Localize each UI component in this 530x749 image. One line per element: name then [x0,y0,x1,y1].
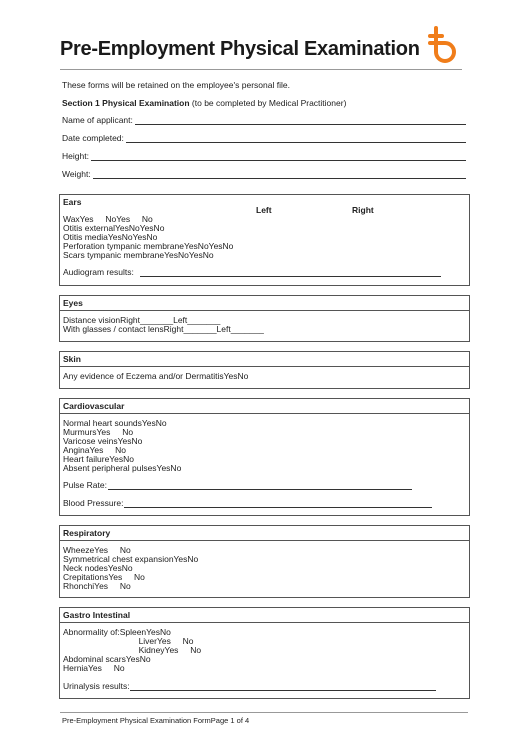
cardio-line-angina: AnginaYes No [63,445,127,455]
eyes-section [59,295,470,342]
ears-section [59,194,470,286]
pulse-rate-underline[interactable] [108,489,412,490]
resp-title: Respiratory [60,526,469,541]
cardio-section [59,398,470,516]
cardio-line-heart-failure: Heart failureYesNo [63,454,135,464]
height-label: Height: [62,151,89,161]
audiogram-label: Audiogram results: [63,267,134,277]
skin-title: Skin [60,352,469,367]
resp-line-neck: Neck nodesYesNo [63,563,133,573]
page-footer: Pre-Employment Physical Examination FormPage 1 of 4 [62,716,250,725]
cardio-title: Cardiovascular [60,399,469,414]
footer-divider [60,712,468,713]
date-field[interactable] [62,133,466,143]
gi-line-hernia: HerniaYes No [63,663,125,673]
blood-pressure-label: Blood Pressure: [63,498,124,508]
height-field[interactable] [62,151,466,161]
date-label: Date completed: [62,133,124,143]
resp-section [59,525,470,598]
cardio-line-murmurs: MurmursYes No [63,427,134,437]
weight-underline[interactable] [93,171,466,179]
weight-label: Weight: [62,169,91,179]
name-field[interactable] [62,115,466,125]
cardio-line-varicose: Varicose veinsYesNo [63,436,143,446]
skin-line-eczema: Any evidence of Eczema and/or DermatitisYesNo [63,371,249,381]
ears-line-scars: Scars tympanic membraneYesNoYesNo [63,250,214,260]
cardio-line-heart-sounds: Normal heart soundsYesNo [63,418,167,428]
orange-b-logo-icon [426,24,462,64]
section1-heading [62,98,346,108]
resp-line-wheeze: WheezeYes No [63,545,131,555]
gi-line-spleen: Abnormality of:SpleenYesNo [63,627,171,637]
pulse-rate-label: Pulse Rate: [63,480,107,490]
weight-field[interactable] [62,169,466,179]
name-label: Name of applicant: [62,115,133,125]
ears-right-header: Right [352,205,374,215]
eyes-title: Eyes [60,296,469,311]
section1-heading-rest: (to be completed by Medical Practitioner) [189,98,347,108]
gi-line-liver: LiverYes No [63,636,194,646]
gi-line-abdominal: Abdominal scarsYesNo [63,654,151,664]
gi-section [59,607,470,699]
gi-title: Gastro Intestinal [60,608,469,623]
ears-line-otitis-media: Otitis mediaYesNoYesNo [63,232,158,242]
intro-text: These forms will be retained on the employee's personal file. [62,80,290,90]
date-underline[interactable] [126,135,466,143]
cardio-line-pulses: Absent peripheral pulsesYesNo [63,463,182,473]
name-underline[interactable] [135,117,466,125]
resp-line-rhonchi: RhonchiYes No [63,581,131,591]
resp-line-crepitations: CrepitationsYes No [63,572,145,582]
urinalysis-label: Urinalysis results: [63,681,130,691]
page-title: Pre-Employment Physical Examination [60,38,420,60]
audiogram-underline[interactable] [140,276,441,277]
ears-line-otitis-externa: Otitis externalYesNoYesNo [63,223,165,233]
gi-line-kidney: KidneyYes No [63,645,202,655]
ears-line-perforation: Perforation tympanic membraneYesNoYesNo [63,241,234,251]
eyes-line-glasses: With glasses / contact lensRight_______Left_______ [63,324,264,334]
ears-title: Ears [63,197,82,207]
blood-pressure-underline[interactable] [124,507,432,508]
skin-section [59,351,470,389]
eyes-line-distance: Distance visionRight_______Left_______ [63,315,221,325]
height-underline[interactable] [91,153,466,161]
title-divider [60,69,462,70]
resp-line-chest: Symmetrical chest expansionYesNo [63,554,199,564]
section1-heading-bold: Section 1 Physical Examination [62,98,190,108]
ears-left-header: Left [256,205,272,215]
ears-line-wax: WaxYes NoYes No [63,214,153,224]
urinalysis-underline[interactable] [130,690,436,691]
